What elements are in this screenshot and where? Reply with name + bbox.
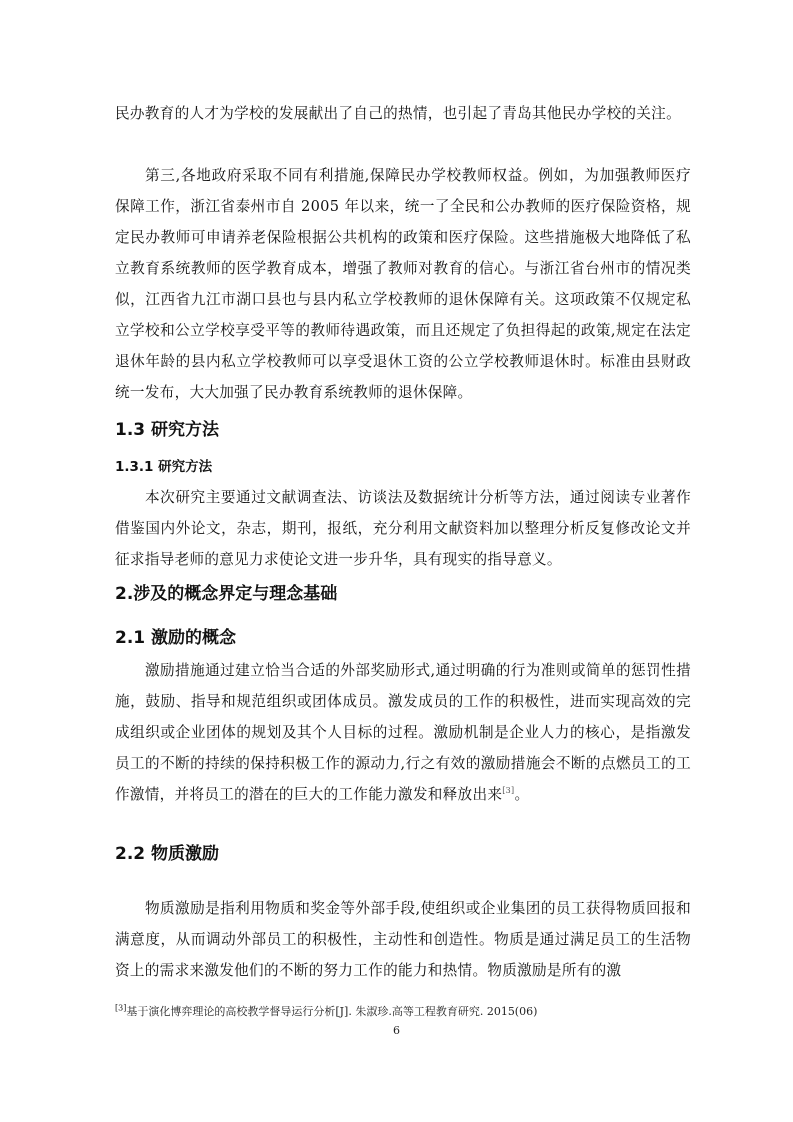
heading-2-1: 2.1 激励的概念: [115, 628, 237, 648]
page-number: 6: [393, 1024, 400, 1037]
paragraph-incentive-end: 。: [514, 786, 530, 803]
paragraph-incentive-text: 激励措施通过建立恰当合适的外部奖励形式,通过明确的行为准则或简单的惩罚性措施，鼓励、指导和规范组织或团体成员。激发成员的工作的积极性，进而实现高效的完成组织或企业团体的规划及其个人目标的过程。激励机制是企业人力的核心，是指激发员工的不断的持续的保持积极工作的源动力,行之有效的激励措施会不断的点燃员工的工作激情，并将员工的潜在的巨大的工作能力激发和释放出来: [115, 662, 691, 803]
heading-1-3: 1.3 研究方法: [115, 420, 220, 440]
paragraph-continuation: 民办教育的人才为学校的发展献出了自己的热情，也引起了青岛其他民办学校的关注。: [115, 105, 681, 122]
paragraph-policies: 第三,各地政府采取不同有利措施,保障民办学校教师权益。例如，为加强教师医疗保障工作，浙江省泰州市自 2005 年以来，统一了全民和公办教师的医疗保险资格，规定民办教师可申请养老保险根据公共机构的政策和医疗保险。这些措施极大地降低了私立教育系统教师的医学教育成本，增强了教师对教育的信心。与浙江省台州市的情况类似，江西省九江市湖口县也与县内私立学校教师的退休保障有关。这项政策不仅规定私立学校和公立学校享受平等的教师待遇政策，而且还规定了负担得起的政策,规定在法定退休年龄的县内私立学校教师可以享受退休工资的公立学校教师退休时。标准由县财政统一发布，大大加强了民办教育系统教师的退休保障。: [115, 167, 691, 401]
paragraph-incentive-concept: [115, 655, 691, 810]
footnote-text: 基于演化博弈理论的高校教学督导运行分析[J]. 朱淑珍.高等工程教育研究. 2015(06): [126, 1005, 538, 1018]
citation-ref-3: [3]: [502, 786, 515, 796]
heading-2-2: 2.2 物质激励: [115, 844, 220, 864]
footnote-marker: [3]: [115, 1003, 127, 1013]
paragraph-material-incentive: 物质激励是指利用物质和奖金等外部手段,使组织或企业集团的员工获得物质回报和满意度，从而调动外部员工的积极性，主动性和创造性。物质是通过满足员工的生活物资上的需求来激发他们的不断的努力工作的能力和热情。物质激励是所有的激: [115, 900, 691, 979]
heading-1-3-1: 1.3.1 研究方法: [115, 459, 213, 475]
paragraph-research-methods: 本次研究主要通过文献调查法、访谈法及数据统计分析等方法，通过阅读专业著作借鉴国内外论文，杂志，期刊，报纸，充分利用文献资料加以整理分析反复修改论文并征求指导老师的意见力求使论文进一步升华，具有现实的指导意义。: [115, 489, 691, 568]
footnote: [115, 1004, 691, 1020]
heading-2: 2.涉及的概念界定与理念基础: [115, 584, 338, 604]
